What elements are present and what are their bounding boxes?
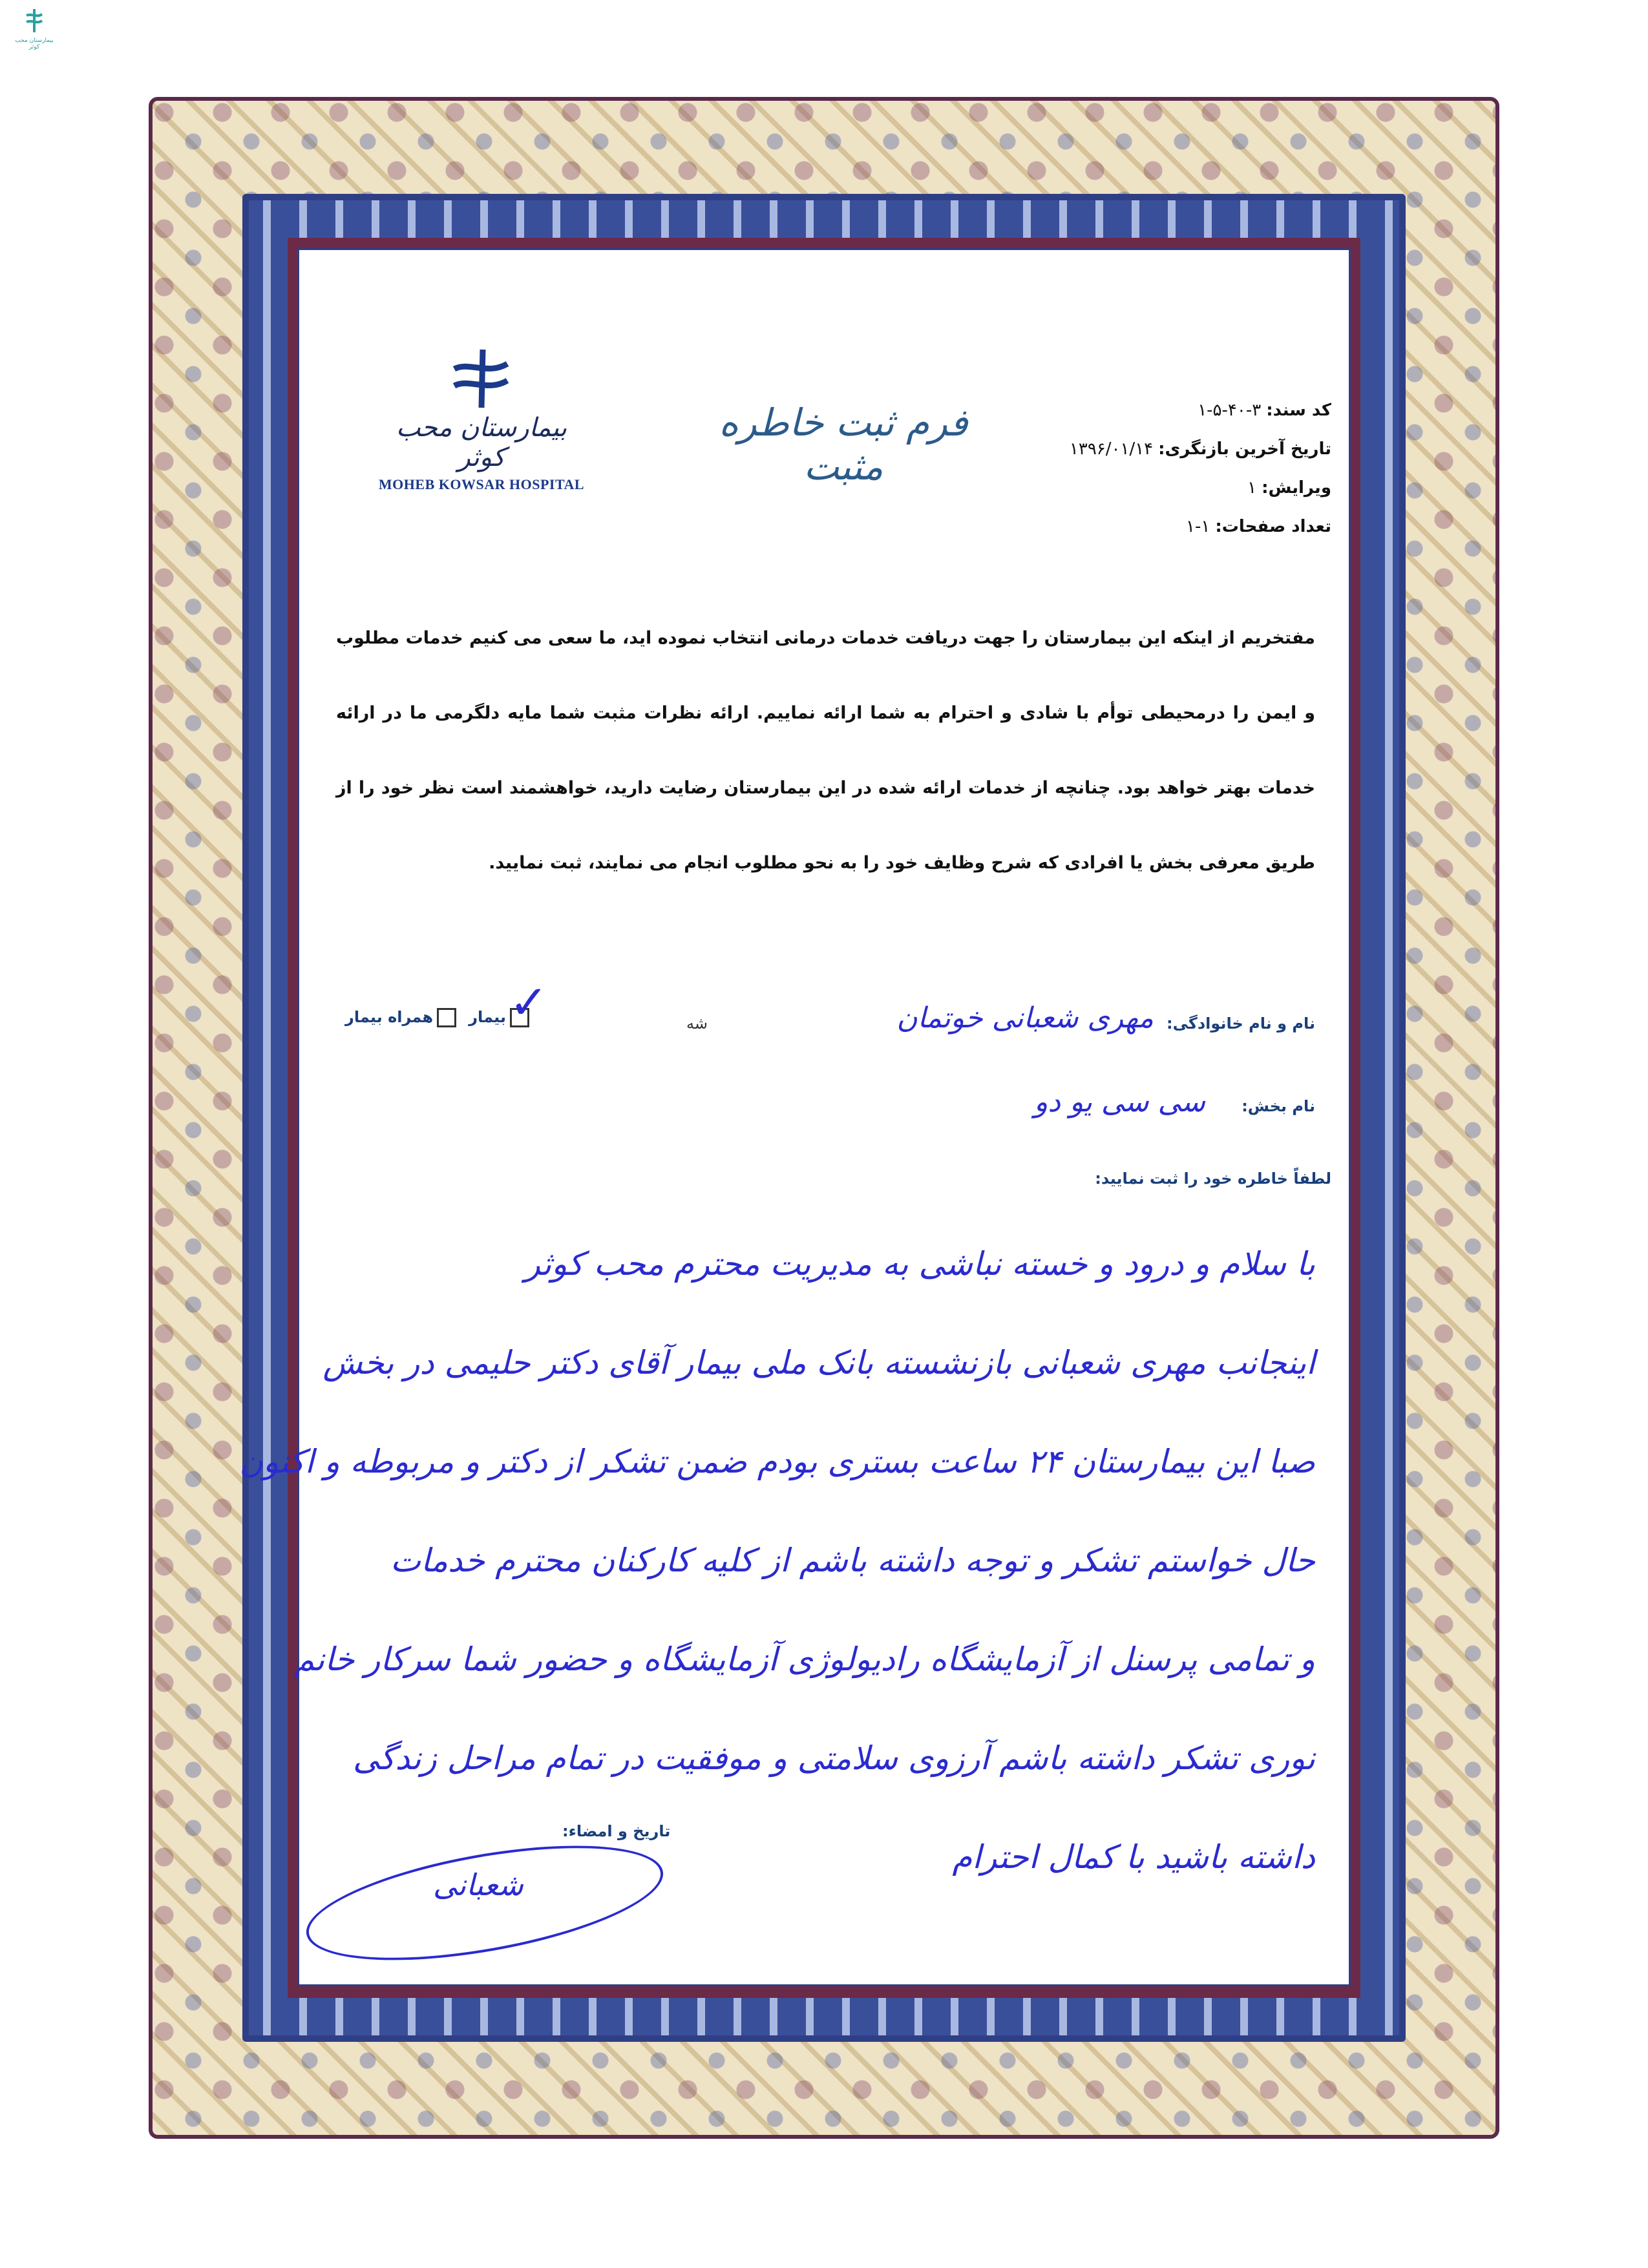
memory-line: حال خواستم تشکر و توجه داشته باشم از کلیه کارکنان محترم خدمات xyxy=(390,1542,1315,1579)
corner-hospital-logo xyxy=(12,6,57,50)
corner-logo-text: بیمارستان محب کوثر xyxy=(15,37,54,50)
meta-value: ۳-۴۰-۵-۱ xyxy=(1198,401,1262,420)
memory-line: صبا این بیمارستان ۲۴ ساعت بستری بودم ضمن تشکر از دکتر و مربوطه و اکنون xyxy=(239,1443,1315,1480)
memory-label: لطفاً خاطره خود را ثبت نمایید: xyxy=(1095,1170,1331,1188)
name-suffix: شه xyxy=(686,1014,708,1033)
form-title: فرم ثبت خاطره مثبت xyxy=(719,401,968,488)
meta-page-count xyxy=(1060,507,1331,546)
role-option-patient[interactable] xyxy=(469,1008,529,1027)
department-row xyxy=(336,1086,1315,1124)
role-option-companion[interactable] xyxy=(345,1008,456,1027)
role-options xyxy=(336,1008,529,1027)
memory-line: نوری تشکر داشته باشم آرزوی سلامتی و موفقیت در تمام مراحل زندگی xyxy=(353,1739,1315,1777)
name-row xyxy=(336,1002,1315,1040)
meta-value: ۱-۱ xyxy=(1186,517,1210,536)
logo-english-text: MOHEB KOWSAR HOSPITAL xyxy=(378,476,585,492)
memory-line: داشته باشید با کمال احترام xyxy=(952,1838,1315,1876)
signature-area xyxy=(304,1822,704,1977)
meta-label: تعداد صفحات: xyxy=(1215,517,1331,536)
memory-text-area[interactable] xyxy=(239,1215,1315,1907)
memory-line: و تمامی پرسنل از آزمایشگاه رادیولوژی آزمایشگاه و حضور شما سرکار خانم xyxy=(294,1641,1315,1678)
memory-line: با سلام و درود و خسته نباشی به مدیریت محترم محب کوثر xyxy=(524,1245,1315,1283)
meta-label: تاریخ آخرین بازنگری: xyxy=(1158,439,1331,459)
department-field[interactable]: سی سی یو دو xyxy=(1034,1086,1205,1118)
meta-label: کد سند: xyxy=(1266,401,1331,420)
meta-value: ۱۳۹۶/۰۱/۱۴ xyxy=(1069,439,1154,459)
meta-doc-code xyxy=(1060,391,1331,430)
role-option-label: همراه بیمار xyxy=(345,1008,434,1026)
memory-line: اینجانب مهری شعبانی بازنشسته بانک ملی بیمار آقای دکتر حلیمی در بخش xyxy=(322,1344,1315,1381)
signature-label: تاریخ و امضاء: xyxy=(562,1822,671,1840)
hospital-emblem-icon xyxy=(443,346,520,410)
meta-revision-date xyxy=(1060,430,1331,468)
intro-paragraph: مفتخریم از اینکه این بیمارستان را جهت دریافت خدمات درمانی انتخاب نموده اید، ما سعی می کنیم خدمات مطلوب و ایمن را درمحیطی توأم با شادی و احترام به شما ارائه نماییم. ارائه نظرات مثبت شما مایه دلگرمی ما در ارائه خدمات بهتر خواهد بود. چنانچه از خدمات ارائه شده در این بیمارستان رضایت دارید، خواهشمند است نظر خود را از طریق معرفی بخش یا افرادی که شرح وظایف خود را به نحو مطلوب انجام می نمایند، ثبت نمایید. xyxy=(336,628,1315,873)
meta-version xyxy=(1060,468,1331,507)
signature-oval xyxy=(298,1824,671,1982)
signature-field[interactable]: شعبانی xyxy=(433,1867,523,1902)
logo-persian-text: بیمارستان محب کوثر xyxy=(396,413,567,472)
meta-value: ۱ xyxy=(1247,478,1257,498)
hospital-emblem-icon xyxy=(20,6,48,35)
companion-checkbox[interactable] xyxy=(437,1008,456,1027)
patient-checkbox[interactable] xyxy=(510,1008,529,1027)
department-label: نام بخش: xyxy=(1241,1097,1315,1115)
name-field[interactable]: مهری شعبانی خوتمان xyxy=(896,1002,1154,1034)
role-option-label: بیمار xyxy=(469,1008,506,1026)
hospital-logo xyxy=(372,346,591,493)
meta-label: ویرایش: xyxy=(1262,478,1331,498)
name-label: نام و نام خانوادگی: xyxy=(1167,1014,1315,1033)
document-meta xyxy=(1060,391,1331,546)
